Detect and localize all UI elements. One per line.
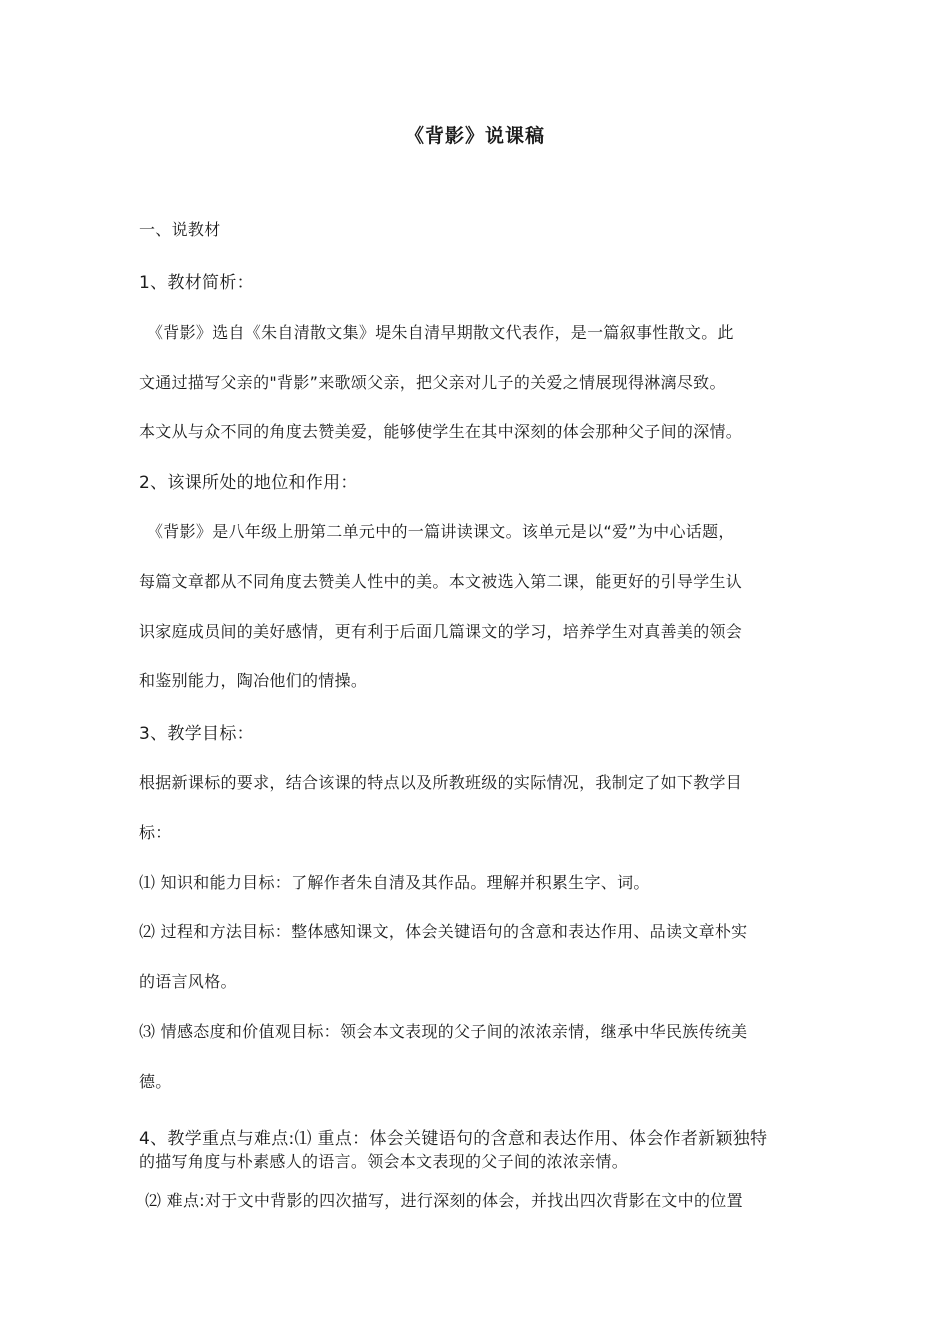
- paragraph-line: 本文从与众不同的角度去赞美爱，能够使学生在其中深刻的体会那种父子间的深情。: [139, 422, 743, 441]
- difficulty-item: ⑵ 难点:对于文中背影的四次描写，进行深刻的体会，并找出四次背影在文中的位置: [145, 1191, 743, 1210]
- paragraph-line: 的语言风格。: [139, 972, 237, 991]
- goal-item-1: ⑴ 知识和能力目标：了解作者朱自清及其作品。理解并积累生字、词。: [139, 873, 650, 892]
- paragraph-line: 德。: [139, 1072, 172, 1091]
- document-title: 《背影》说课稿: [404, 125, 545, 147]
- paragraph-line: 《背影》选自《朱自清散文集》堤朱自清早期散文代表作，是一篇叙事性散文。此: [147, 323, 734, 342]
- goal-item-2: ⑵ 过程和方法目标：整体感知课文，体会关键语句的含意和表达作用、品读文章朴实: [139, 922, 748, 941]
- goal-item-3: ⑶ 情感态度和价值观目标：领会本文表现的父子间的浓浓亲情，继承中华民族传统美: [139, 1022, 748, 1041]
- section-heading-textbook: 一、说教材: [139, 220, 221, 239]
- paragraph-line: 识家庭成员间的美好感情，更有利于后面几篇课文的学习，培养学生对真善美的领会: [139, 622, 743, 641]
- subheading-position: 2、该课所处的地位和作用：: [139, 473, 358, 493]
- paragraph-line: 标：: [139, 823, 172, 842]
- paragraph-line: 和鉴别能力，陶冶他们的情操。: [139, 671, 368, 690]
- paragraph-line: 文通过描写父亲的"背影”来歌颂父亲，把父亲对儿子的关爱之情展现得淋漓尽致。: [139, 373, 726, 392]
- paragraph-line: 《背影》是八年级上册第二单元中的一篇讲读课文。该单元是以“爱”为中心话题，: [147, 522, 735, 541]
- paragraph-line: 每篇文章都从不同角度去赞美人性中的美。本文被选入第二课，能更好的引导学生认: [139, 572, 743, 591]
- subheading-analysis: 1、教材简析：: [139, 273, 254, 293]
- paragraph-line: 的描写角度与朴素感人的语言。领会本文表现的父子间的浓浓亲情。: [139, 1152, 629, 1171]
- paragraph-line: 根据新课标的要求，结合该课的特点以及所教班级的实际情况，我制定了如下教学目: [139, 773, 743, 792]
- subheading-key-points: 4、教学重点与难点:⑴ 重点：体会关键语句的含意和表达作用、体会作者新颖独特: [139, 1129, 768, 1149]
- subheading-goals: 3、教学目标：: [139, 724, 254, 744]
